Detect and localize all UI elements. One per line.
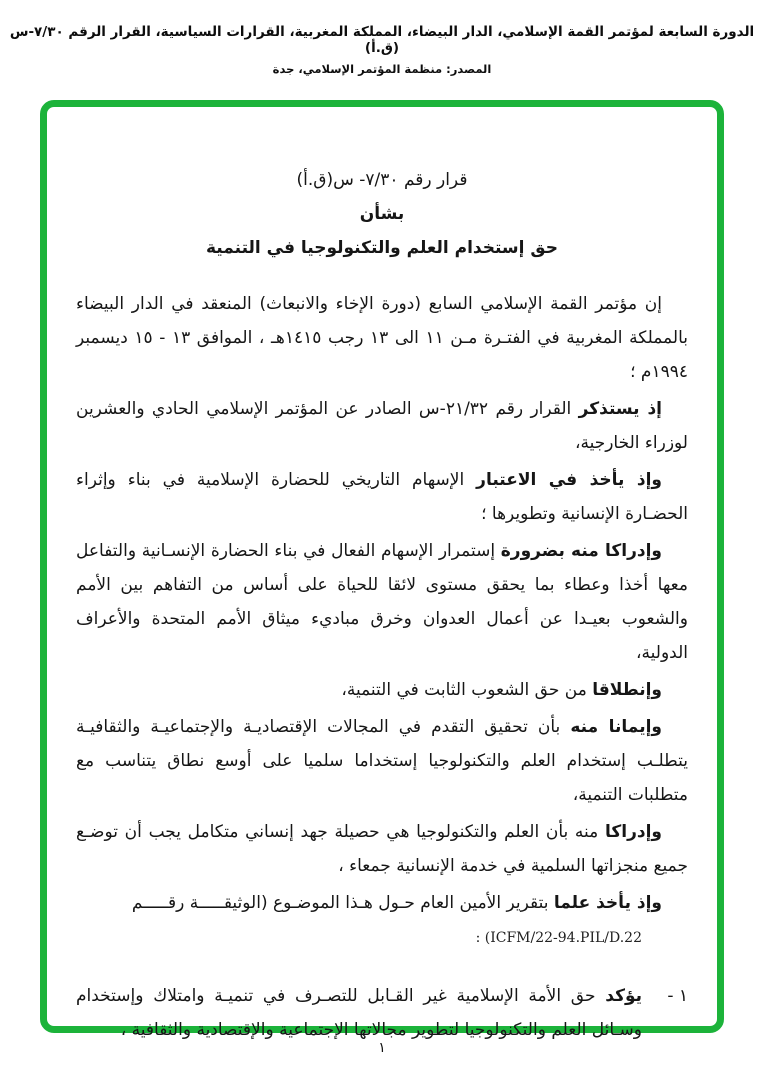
- list-item-1: [76, 979, 688, 1047]
- paragraph-text: بتقرير الأمين العام حـول هـذا الموضـوع (الوثيقـــــة رقـــــم: [131, 893, 554, 913]
- paragraph-text: الإسهام التاريخي للحضارة الإسلامية في بناء وإثراء الحضـارة الإنسانية وتطويرها ؛: [76, 470, 688, 524]
- paragraph-text: بأن تحقيق التقدم في المجالات الإقتصاديـة والإجتماعيـة والثقافيـة يتطلـب إستخدام العلم والتكنولوجيا إستخداما سلميا على أوسع نطاق يتناسب مع متطلبات التنمية،: [76, 717, 688, 805]
- paragraph-lead: وإدراكا منه بضرورة: [500, 541, 662, 561]
- paragraph-text: منه بأن العلم والتكنولوجيا هي حصيلة جهد إنساني متكامل يجب أن توضـع جميع منجزاتها السلمية في خدمة الإنسانية جمعاء ،: [76, 822, 688, 876]
- paragraph-lead: وإيمانا منه: [570, 717, 662, 737]
- paragraph-text: إن مؤتمر القمة الإسلامي السابع (دورة الإخاء والانبعاث) المنعقد في الدار البيضاء بالمملكة المغربية في الفتـرة مـن ١١ الى ١٣ رجب ١٤١٥هـ ، الموافق ١٣ - ١٥ ديسمبر ١٩٩٤م ؛: [76, 294, 688, 382]
- reference-code: : (ICFM/22-94.PIL/D.22: [475, 930, 642, 946]
- paragraph-considering: [76, 463, 688, 531]
- paragraph-text: القرار رقم ٢١/٣٢-س الصادر عن المؤتمر الإسلامي الحادي والعشرين لوزراء الخارجية،: [76, 399, 688, 453]
- paragraph-proceeding: [76, 673, 688, 707]
- resolution-regarding: بشأن: [359, 204, 405, 224]
- paragraph-recalling: [76, 392, 688, 460]
- item-content: [76, 979, 642, 1047]
- resolution-title-block: [76, 163, 688, 265]
- page-number: ١: [378, 1040, 386, 1056]
- paragraph-text: إستمرار الإسهام الفعال في بناء الحضارة الإنسـانية والتفاعل معها أخذا وعطاء بما يحقق مستوى لائقا للحياة على أساس من التفاهم بين الأمم والشعوب بعيـدا عن أعمال العدوان وخرق مباديء ميثاق الأمم المتحدة والأعراف الدولية،: [76, 541, 688, 663]
- paragraph-text: من حق الشعوب الثابت في التنمية،: [341, 680, 593, 700]
- paragraph-lead: وإدراكا: [604, 822, 662, 842]
- resolution-number: قرار رقم ٧/٣٠- س(ق.أ): [296, 170, 468, 190]
- item-lead: يؤكد: [605, 986, 642, 1006]
- paragraph-preamble: [76, 287, 688, 389]
- paragraph-believing: [76, 710, 688, 812]
- header-title-line: الدورة السابعة لمؤتمر القمة الإسلامي، الدار البيضاء، المملكة المغربية، القرارات السياسية، القرار الرقم ٧/٣٠-س (ق.أ): [9, 24, 755, 56]
- header-source-line: المصدر: منظمة المؤتمر الإسلامي، جدة: [272, 62, 492, 76]
- item-text: حق الأمة الإسلامية غير القـابل للتصـرف في تنميـة وامتلاك وإستخدام وسـائل العلم والتكنولوجيا لتطوير مجالاتها الإجتماعية والإقتصادية والثقافية ،: [76, 986, 642, 1040]
- resolution-subject: حق إستخدام العلم والتكنولوجيا في التنمية: [206, 238, 558, 258]
- document-frame: [40, 100, 724, 1040]
- paragraph-aware-science: [76, 815, 688, 883]
- document-header: [0, 24, 764, 76]
- paragraph-aware-necessity: [76, 534, 688, 670]
- paragraph-lead: وإذ يأخذ علما: [553, 893, 662, 913]
- paragraph-taking-note: [76, 886, 688, 920]
- paragraph-lead: وإنطلاقا: [592, 680, 662, 700]
- paragraph-lead: إذ يستذكر: [578, 399, 662, 419]
- paragraph-lead: وإذ يأخذ في الاعتبار: [476, 470, 662, 490]
- resolution-body: [76, 287, 688, 1047]
- item-number: ١ -: [667, 986, 688, 1006]
